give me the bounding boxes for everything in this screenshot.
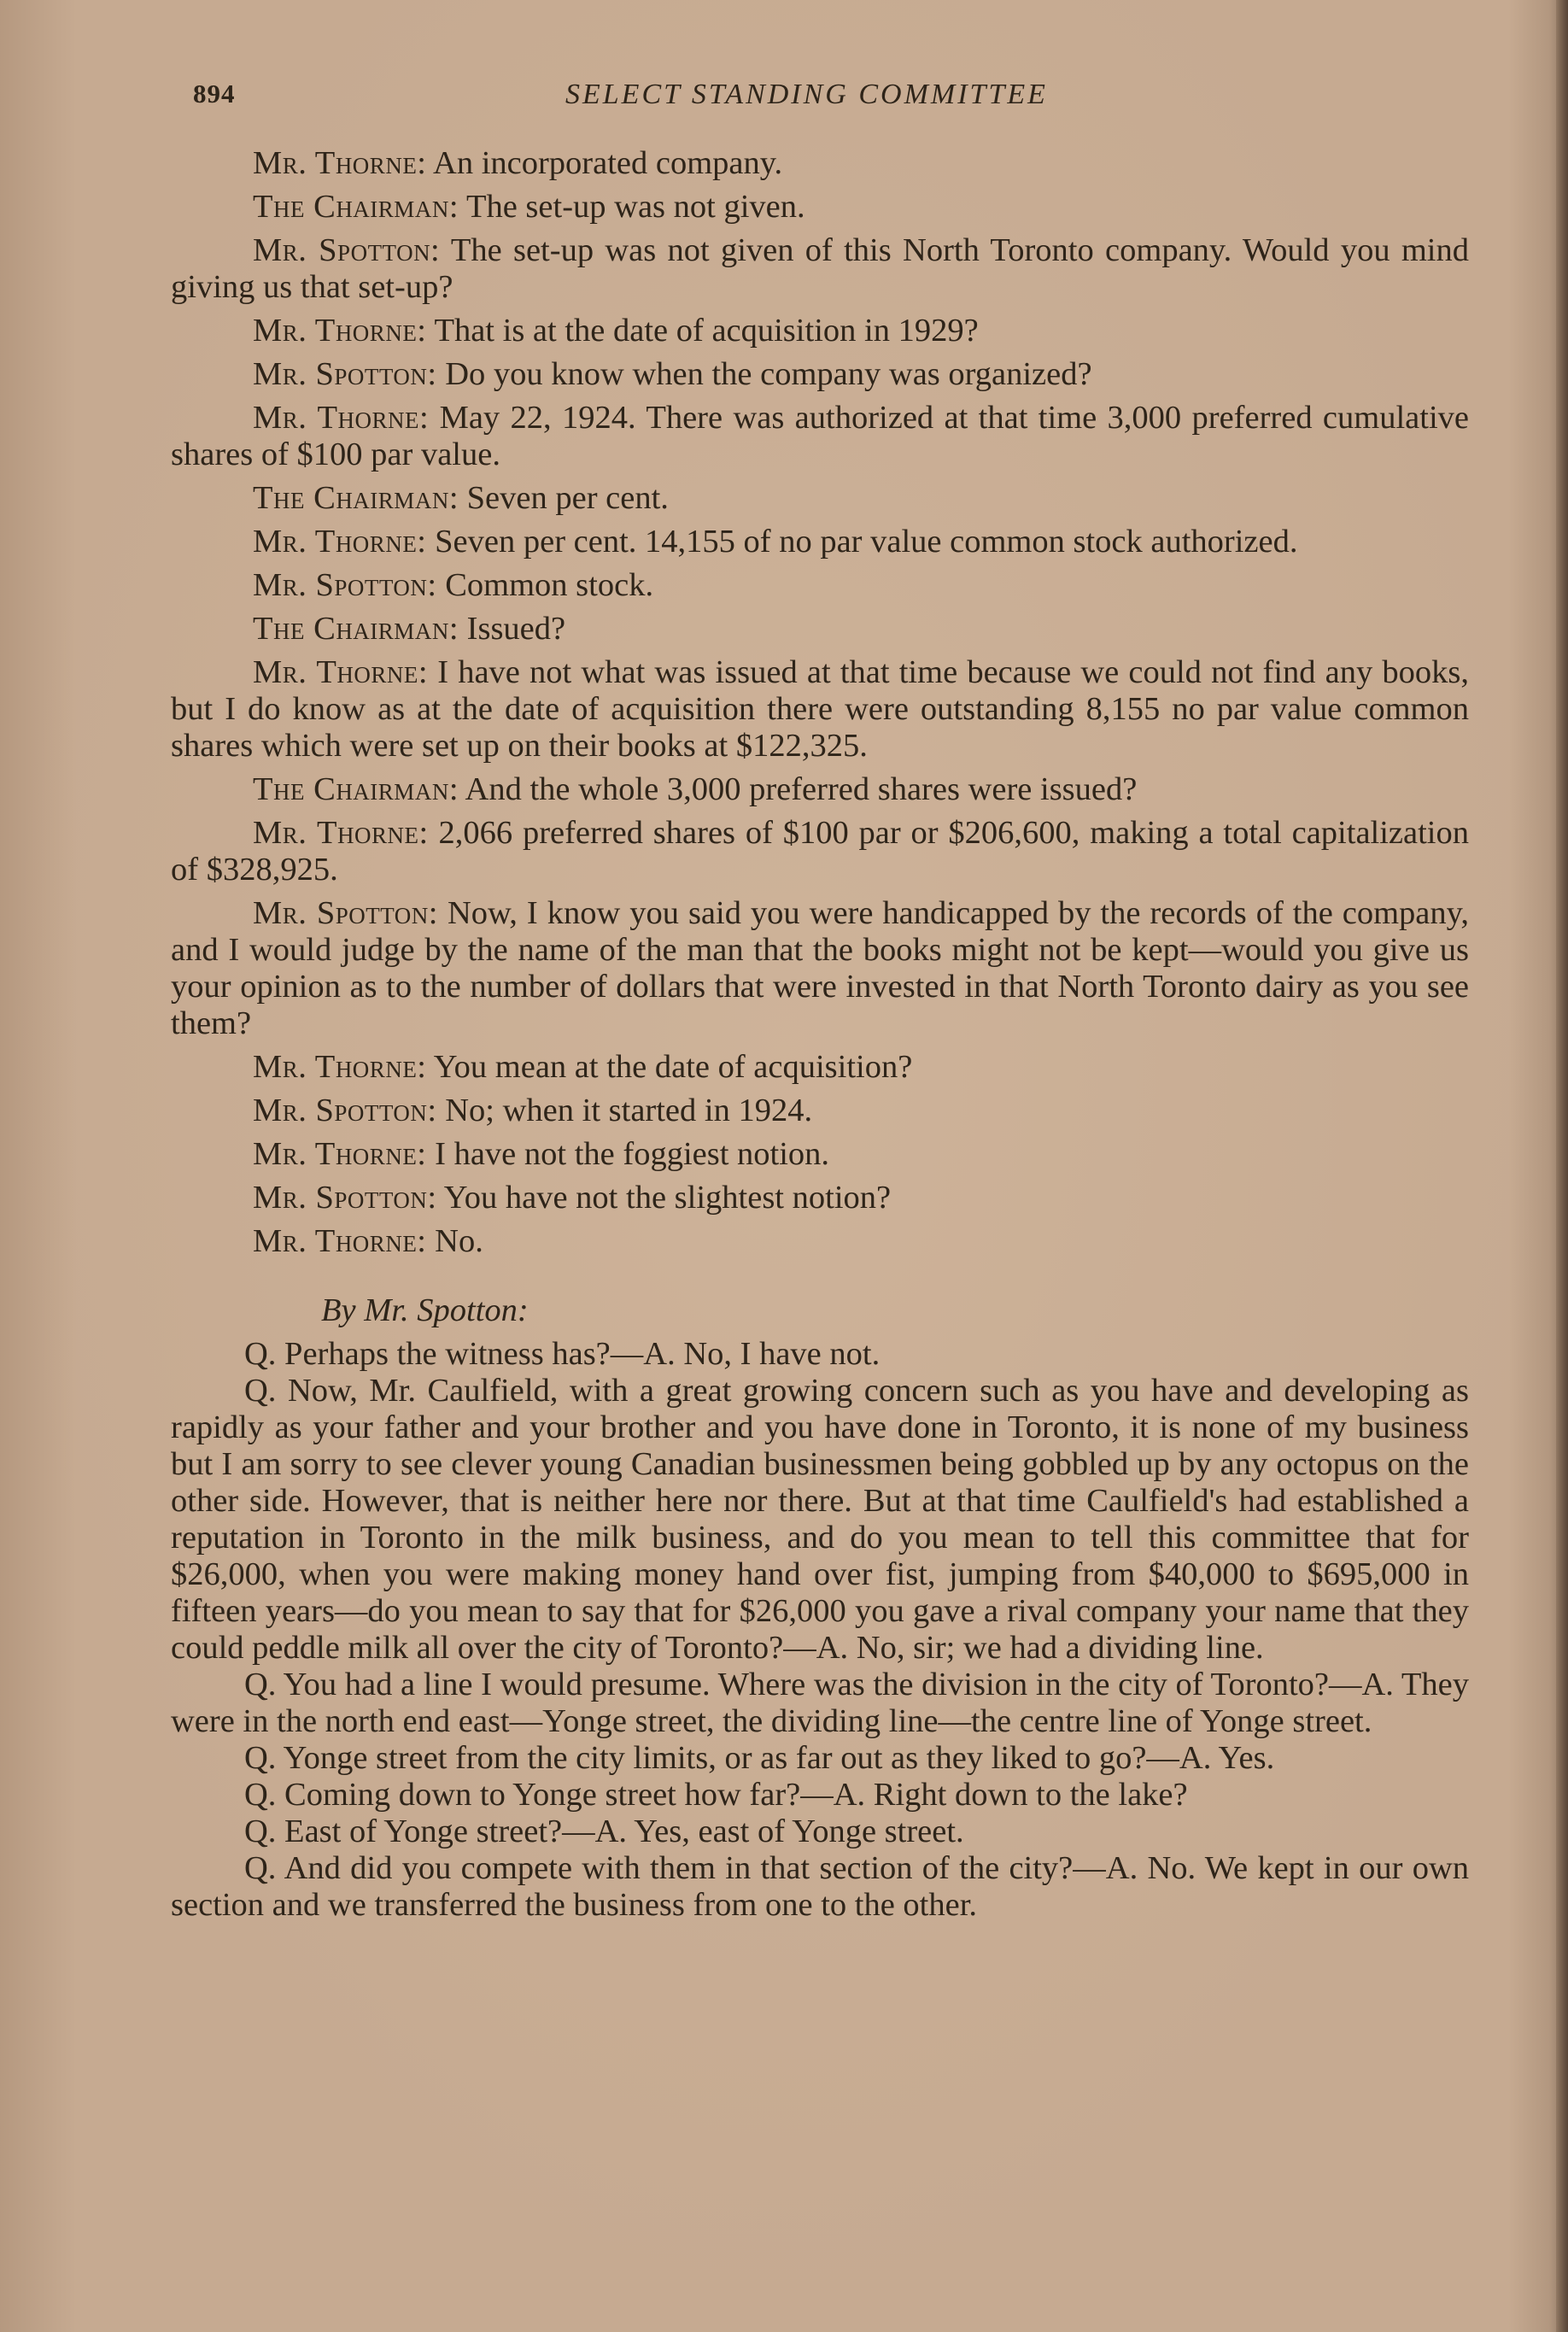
question-answer: Q. And did you compete with them in that section of the city?—A. No. We kept in our own section and we transferred the business from one to the other. (171, 1850, 1469, 1923)
speech-text: The set-up was not given of this North Toronto company. Would you mind giving us that set-up? (171, 232, 1470, 305)
dialogue-entry (171, 1049, 1469, 1086)
speaker-name: Mr. Spotton: (253, 356, 437, 392)
speech-text: Common stock. (436, 567, 654, 603)
running-head: SELECT STANDING COMMITTEE (565, 79, 1048, 110)
question-answer: Q. Coming down to Yonge street how far?—A. Right down to the lake? (244, 1777, 1188, 1813)
speech-text: Do you know when the company was organized? (436, 356, 1092, 392)
question-answer: Q. Yonge street from the city limits, or as far out as they liked to go?—A. Yes. (244, 1740, 1275, 1776)
dialogue-entry (171, 189, 1469, 226)
speech-text: Seven per cent. (459, 480, 669, 516)
dialogue-entry (171, 145, 1469, 182)
speaker-name: The Chairman: (253, 480, 459, 516)
speech-text: May 22, 1924. There was authorized at that time 3,000 preferred cumulative shares of $100 par value. (171, 400, 1469, 472)
dialogue-entry (171, 400, 1469, 473)
dialogue-entry (171, 480, 1469, 517)
dialogue-entry (171, 611, 1469, 647)
examiner-byline: By Mr. Spotton: (321, 1292, 529, 1328)
speech-text: And the whole 3,000 preferred shares were issued? (459, 771, 1138, 807)
dialogue-entry (171, 567, 1469, 604)
speaker-name: Mr. Spotton: (253, 895, 438, 931)
dialogue-entry (171, 313, 1469, 349)
dialogue-entry (171, 1136, 1469, 1173)
speaker-name: Mr. Thorne: (253, 1136, 427, 1172)
speaker-name: The Chairman: (253, 611, 459, 647)
question-answer: Q. You had a line I would presume. Where was the division in the city of Toronto?—A. They were in the north end east—Yonge street, the dividing line—the centre line of Yonge street. (171, 1667, 1469, 1739)
speech-text: No. (426, 1223, 483, 1259)
transcript-body (171, 145, 1469, 1924)
speaker-name: Mr. Thorne: (253, 313, 427, 349)
dialogue-entry (171, 815, 1469, 888)
speaker-name: Mr. Thorne: (253, 1223, 427, 1259)
speaker-name: Mr. Thorne: (253, 815, 429, 851)
dialogue-entry (171, 895, 1469, 1042)
speaker-name: The Chairman: (253, 771, 459, 807)
speech-text: I have not the foggiest notion. (426, 1136, 830, 1172)
speech-text: The set-up was not given. (459, 189, 805, 225)
speaker-name: Mr. Spotton: (253, 1180, 437, 1216)
dialogue-entry (171, 1223, 1469, 1260)
dialogue-entry (171, 1180, 1469, 1216)
speech-text: Seven per cent. 14,155 of no par value common stock authorized. (426, 524, 1298, 560)
dialogue-entry (171, 232, 1469, 306)
speech-text: An incorporated company. (426, 145, 783, 181)
dialogue-entry (171, 524, 1469, 560)
question-answer: Q. East of Yonge street?—A. Yes, east of Yonge street. (244, 1813, 964, 1849)
dialogue-entry (171, 654, 1469, 765)
page-number: 894 (193, 79, 236, 108)
speech-text: Now, I know you said you were handicapped by the records of the company, and I would judge by the name of the man that the books might not be kept—would you give us your opinion as to the number of dollars that were invested in that North Toronto dairy as you see them? (171, 895, 1470, 1041)
speaker-name: Mr. Spotton: (253, 1093, 437, 1128)
dialogue-entry (171, 356, 1469, 393)
speaker-name: Mr. Spotton: (253, 567, 437, 603)
speaker-name: The Chairman: (253, 189, 459, 225)
page-header (193, 79, 1124, 121)
dialogue-entry (171, 771, 1469, 808)
speech-text: Issued? (459, 611, 566, 647)
speech-text: That is at the date of acquisition in 1929? (426, 313, 979, 349)
speech-text: You have not the slightest notion? (436, 1180, 892, 1216)
speech-text: 2,066 preferred shares of $100 par or $206,600, making a total capitalization of $328,925. (171, 815, 1469, 888)
speaker-name: Mr. Spotton: (253, 232, 441, 268)
speaker-name: Mr. Thorne: (253, 654, 429, 690)
speaker-name: Mr. Thorne: (253, 524, 427, 560)
question-answer: Q. Now, Mr. Caulfield, with a great growing concern such as you have and developing as rapidly as your father and your brother and you have done in Toronto, it is none of my business but I am sorry to see clever young Canadian businessmen being gobbled up by any octopus on the other side. However, that is neither here nor there. But at that time Caulfield's had established a reputation in Toronto in the milk business, and do you mean to tell this committee that for $26,000, when you were making money hand over fist, jumping from $40,000 to $695,000 in fifteen years—do you mean to say that for $26,000 you gave a rival company your name that they could peddle milk all over the city of Toronto?—A. No, sir; we had a dividing line. (171, 1373, 1469, 1666)
page-edge-shadow (1556, 0, 1568, 2332)
question-answer: Q. Perhaps the witness has?—A. No, I have not. (244, 1336, 881, 1372)
dialogue-entry (171, 1093, 1469, 1129)
speech-text: You mean at the date of acquisition? (426, 1049, 913, 1085)
speech-text: I have not what was issued at that time because we could not find any books, but I do know as at the date of acquisition there were outstanding 8,155 no par value common shares which were set up on their books at $122,325. (171, 654, 1469, 764)
speech-text: No; when it started in 1924. (436, 1093, 813, 1128)
speaker-name: Mr. Thorne: (253, 1049, 427, 1085)
speaker-name: Mr. Thorne: (253, 145, 427, 181)
speaker-name: Mr. Thorne: (253, 400, 430, 436)
